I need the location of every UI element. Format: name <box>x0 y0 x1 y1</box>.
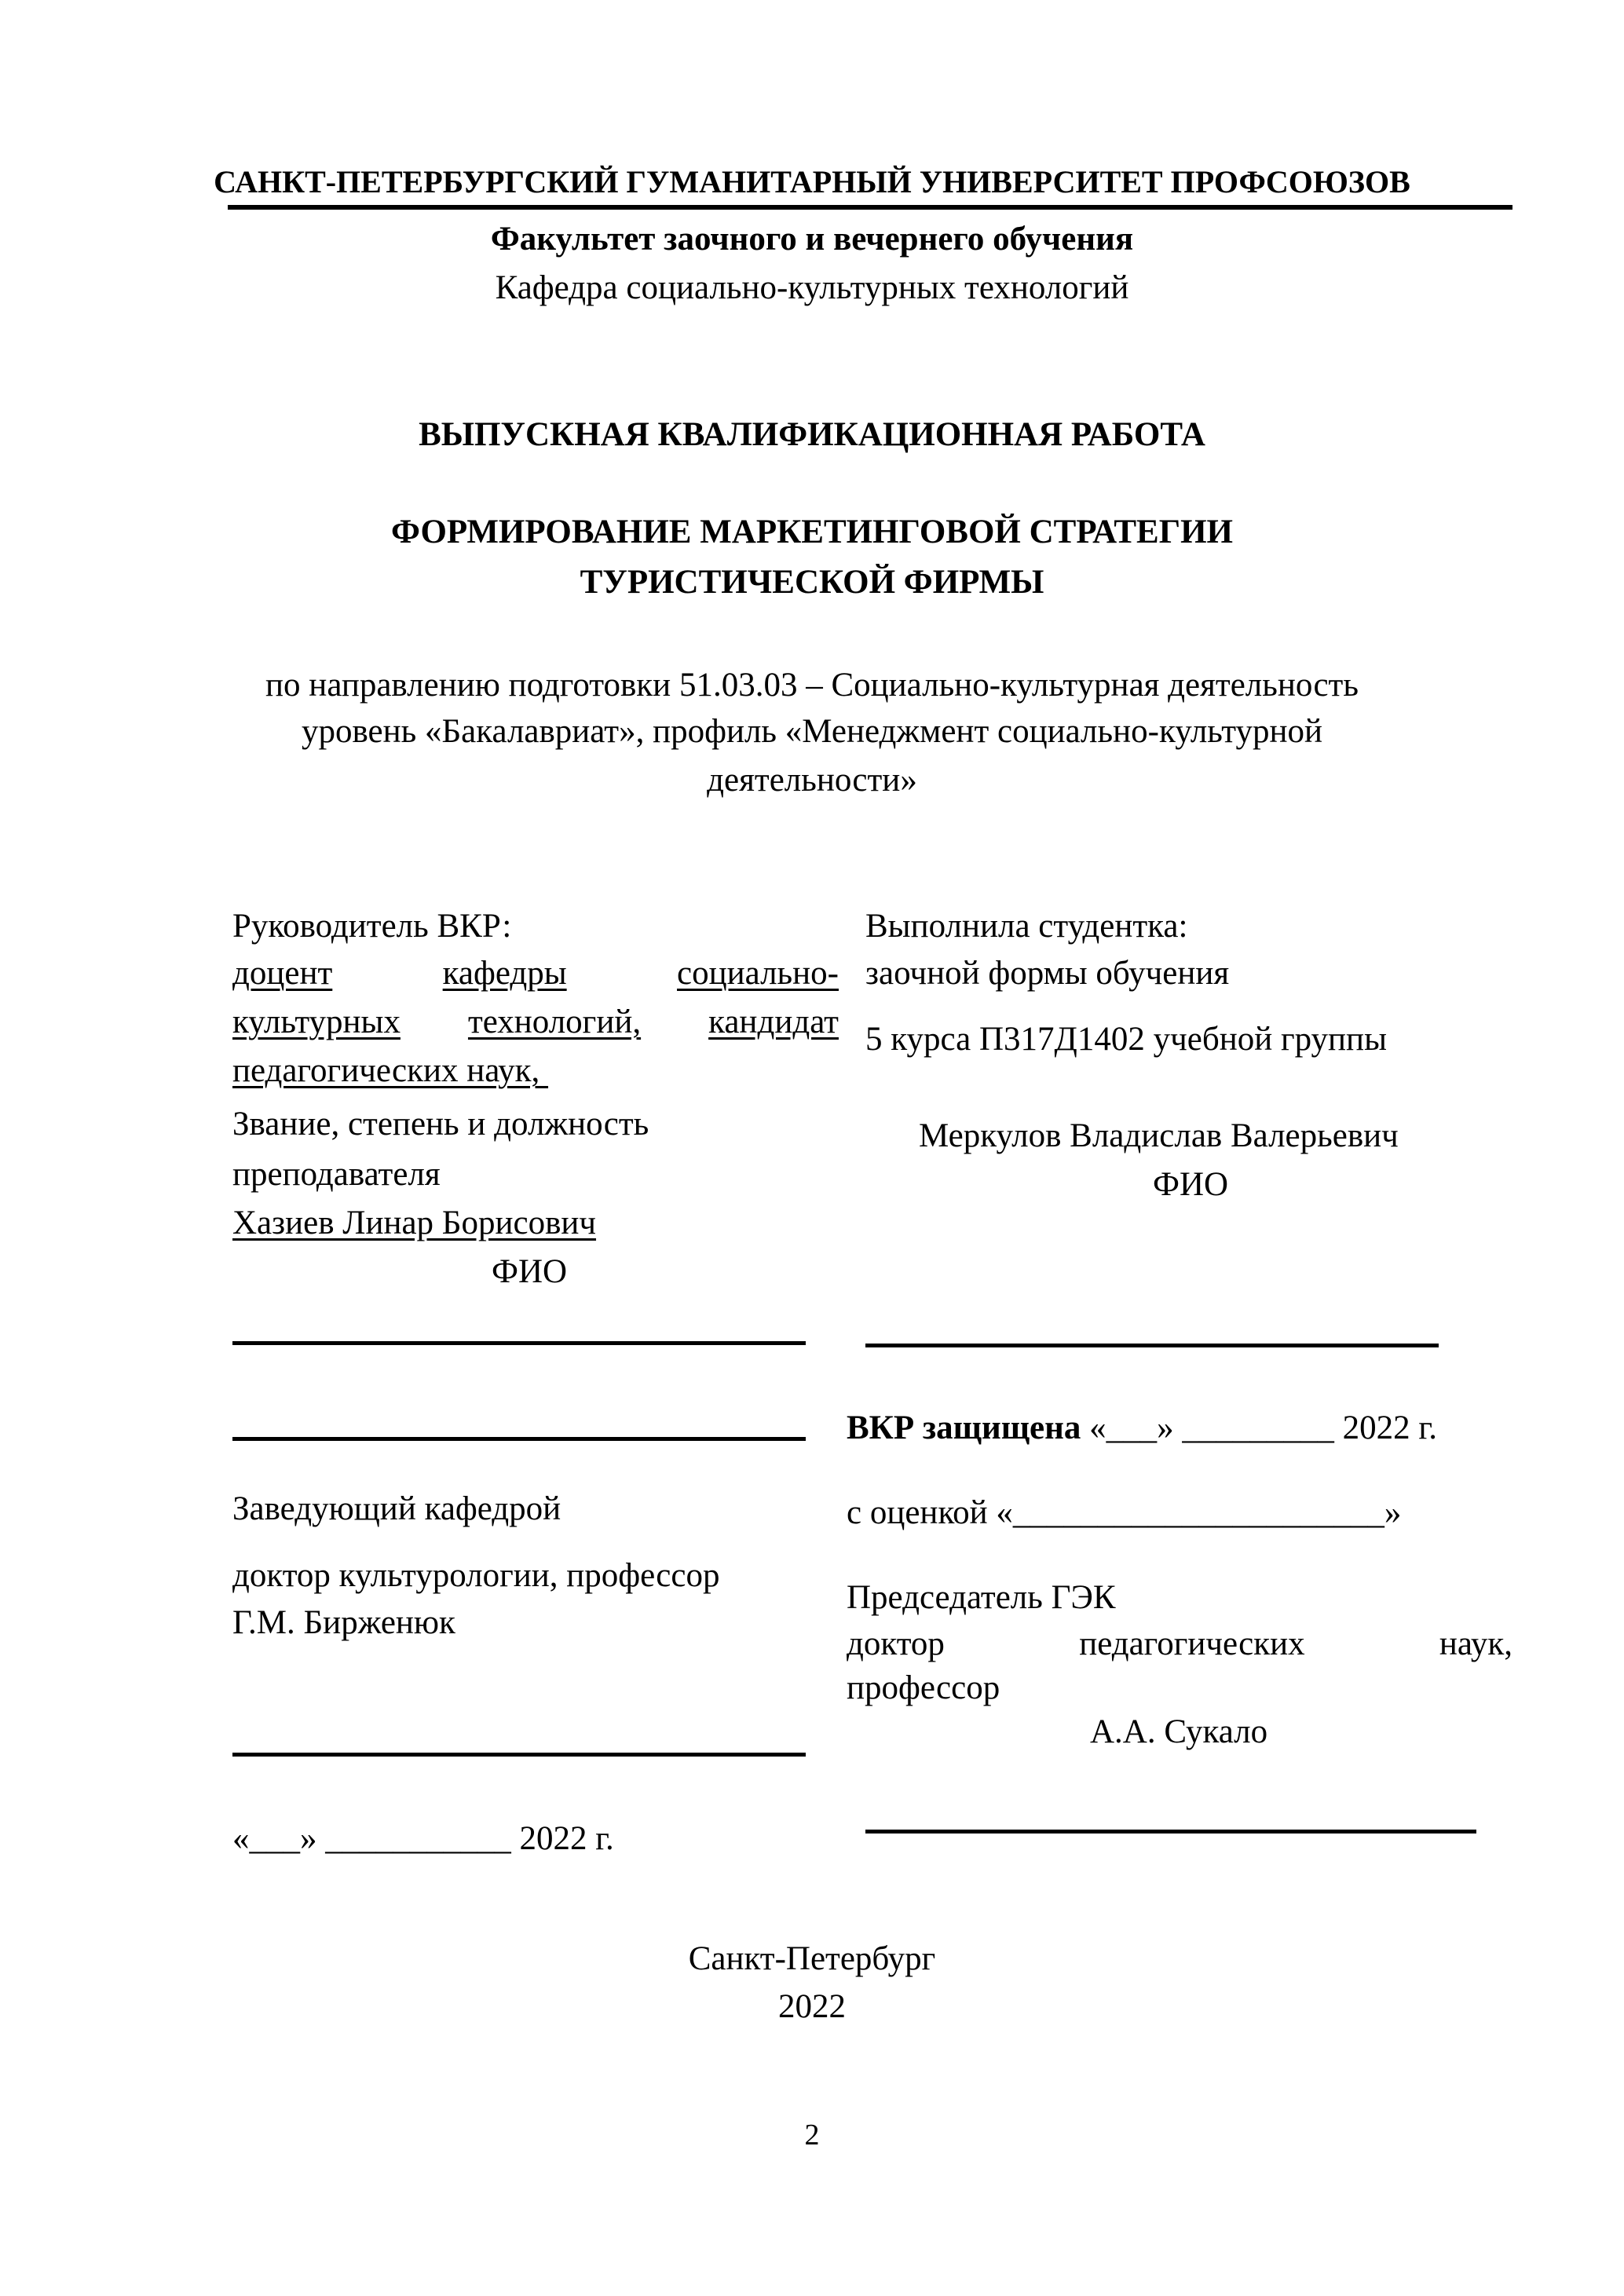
gek-chair-name: А.А. Сукало <box>1090 1713 1268 1750</box>
gek-chair-signature-line <box>865 1830 1476 1834</box>
topic-title-line2: ТУРИСТИЧЕСКОЙ ФИРМЫ <box>580 564 1044 601</box>
supervisor-name-caption: ФИО <box>492 1253 568 1290</box>
head-signature-line <box>232 1753 806 1757</box>
word: кандидат <box>708 1004 839 1040</box>
supervisor-signature-line <box>232 1341 806 1345</box>
year: 2022 <box>778 1988 846 2025</box>
gek-chair-label: Председатель ГЭК <box>847 1579 1116 1616</box>
topic-title-line1: ФОРМИРОВАНИЕ МАРКЕТИНГОВОЙ СТРАТЕГИИ <box>391 514 1233 550</box>
student-name-caption: ФИО <box>1153 1166 1229 1203</box>
head-of-department-label: Заведующий кафедрой <box>232 1490 561 1527</box>
student-label: Выполнила студентка: <box>865 908 1188 945</box>
direction-line2: уровень «Бакалавриат», профиль «Менеджмент социально-культурной <box>301 713 1323 750</box>
direction-line3: деятельности» <box>707 762 917 799</box>
direction-line1: по направлению подготовки 51.03.03 – Социально-культурная деятельность <box>265 667 1359 704</box>
city: Санкт-Петербург <box>688 1940 936 1977</box>
word: социально- <box>677 955 839 992</box>
gek-chair-degree-line1 <box>847 1627 1512 1661</box>
student-signature-line <box>865 1344 1439 1347</box>
supervisor-name: Хазиев Линар Борисович <box>232 1205 597 1241</box>
supervisor-position-line3: педагогических наук, <box>232 1052 549 1089</box>
supervisor-position-line1 <box>232 956 839 990</box>
supervisor-position-line2 <box>232 1005 839 1039</box>
word: технологий, <box>467 1004 642 1040</box>
defended-date: «___» _________ 2022 г. <box>1089 1409 1437 1446</box>
page-number: 2 <box>804 2119 820 2152</box>
word: кафедры <box>442 955 567 992</box>
defense-grade: с оценкой «______________________» <box>847 1494 1402 1531</box>
head-of-department-name: Г.М. Бирженюк <box>232 1604 455 1641</box>
supervisor-caption-line1: Звание, степень и должность <box>232 1106 649 1143</box>
word: педагогических <box>1079 1625 1305 1662</box>
defended-label: ВКР защищена <box>847 1409 1081 1446</box>
student-study-form: заочной формы обучения <box>865 955 1230 992</box>
word: доктор <box>847 1625 945 1662</box>
head-of-department-degree: доктор культурологии, профессор <box>232 1557 720 1594</box>
word: культурных <box>232 1004 401 1040</box>
word: наук, <box>1439 1625 1512 1662</box>
head-signature-date: «___» ___________ 2022 г. <box>232 1820 614 1857</box>
work-type-title: ВЫПУСКНАЯ КВАЛИФИКАЦИОННАЯ РАБОТА <box>419 416 1205 453</box>
faculty-name: Факультет заочного и вечернего обучения <box>490 221 1134 258</box>
department-name: Кафедра социально-культурных технологий <box>495 269 1129 306</box>
university-name: САНКТ-ПЕТЕРБУРГСКИЙ ГУМАНИТАРНЫЙ УНИВЕРСИТЕТ ПРОФСОЮЗОВ <box>214 164 1410 199</box>
word: доцент <box>232 955 333 992</box>
header-rule <box>228 205 1512 210</box>
student-name: Меркулов Владислав Валерьевич <box>919 1117 1399 1154</box>
supervisor-label: Руководитель ВКР: <box>232 908 512 945</box>
supervisor-signature-line-2 <box>232 1437 806 1441</box>
student-group: 5 курса П317Д1402 учебной группы <box>865 1021 1387 1058</box>
gek-chair-degree-line2: профессор <box>847 1669 1000 1706</box>
supervisor-caption-line2: преподавателя <box>232 1156 441 1193</box>
defense-status <box>847 1411 1437 1445</box>
